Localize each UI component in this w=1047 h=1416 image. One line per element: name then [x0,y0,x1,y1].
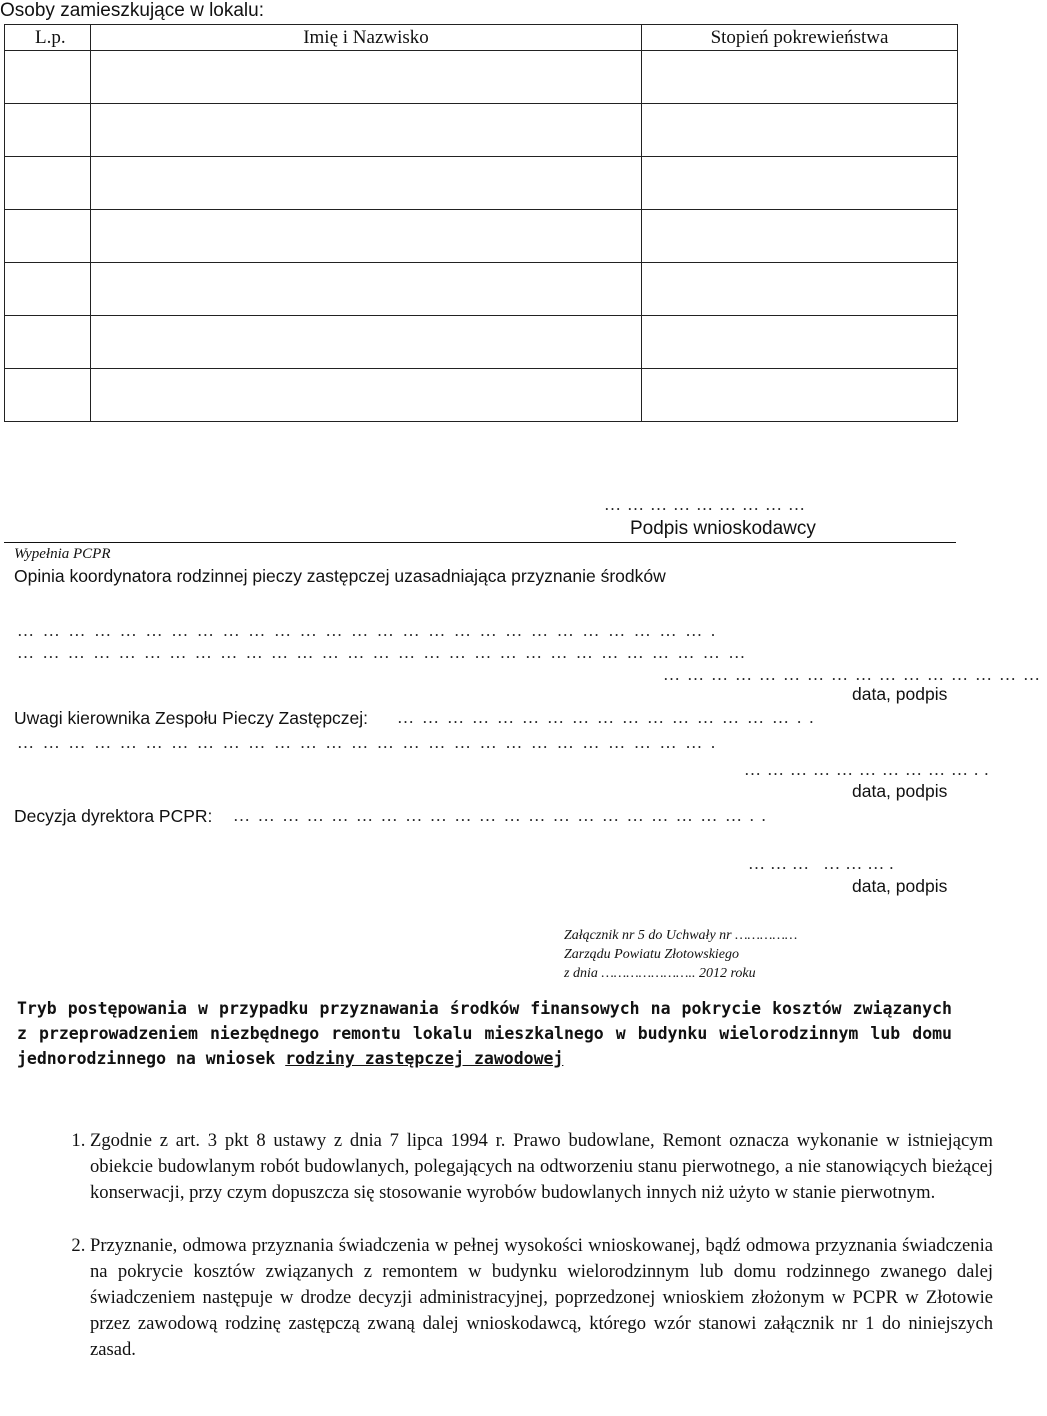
coordinator-opinion-label: Opinia koordynatora rodzinnej pieczy zastępczej uzasadniająca przyznanie środków [14,566,666,586]
table-row [5,104,958,157]
table-cell[interactable] [5,369,91,422]
opinion-signature-dots: ………………………………………… [663,665,1047,684]
director-decision-dots[interactable]: ……………………………………………………….. [233,806,774,825]
applicant-signature-label: Podpis wnioskodawcy [630,518,816,539]
table-cell[interactable] [642,210,958,263]
table-cell[interactable] [642,104,958,157]
table-row [5,263,958,316]
manager-remarks-label: Uwagi kierownika Zespołu Pieczy Zastępczej: [14,708,369,728]
table-header-row [5,25,958,51]
table-cell[interactable] [5,316,91,369]
table-cell[interactable] [91,263,642,316]
attachment-line-2: Zarządu Powiatu Złotowskiego [564,947,740,962]
attachment-note [564,926,797,983]
table-cell[interactable] [642,369,958,422]
table-cell[interactable] [91,316,642,369]
section-divider [4,542,956,543]
signature-label: data, podpis [852,781,948,801]
table-cell[interactable] [5,263,91,316]
opinion-line[interactable]: …………………………………………………………………………… [17,643,754,662]
table-cell[interactable] [642,157,958,210]
table-row [5,210,958,263]
attachment-line-1: Załącznik nr 5 do Uchwały nr …………… [564,928,798,943]
list-item: 2. Przyznanie, odmowa przyznania świadczenia w pełnej wysokości wnioskowanej, bądź odmowa przyznania świadczenia na pokrycie kosztów związanych z remontem w budynku wielorodzinnym lub domu rodzinnego zwanego dalej świadczeniem następuje w drodze decyzji administracyjnej, poprzedzonej wnioskiem złożonym w PCPR w Złotowie przez zawodową rodzinę zastępczą zwaną dalej wnioskodawcą, którego wzór stanowi załącznik nr 1 do niniejszych zasad. [90,1233,993,1363]
signature-label: data, podpis [852,876,948,896]
director-decision-label: Decyzja dyrektora PCPR: [14,806,213,826]
list-item: 1. Zgodnie z art. 3 pkt 8 ustawy z dnia 7 lipca 1994 r. Prawo budowlane, Remont oznacza wykonanie w istniejącym obiekcie budowlanym robót budowlanych, polegających na odtworzeniu stanu pierwotnego, a nie stanowiących bieżącej konserwacji, przy czym dopuszcza się stosowanie wyrobów budowlanych innych niż użyto w stanie pierwotnym. [90,1128,993,1206]
table-row [5,157,958,210]
table-cell[interactable] [91,104,642,157]
manager-remarks-dots[interactable]: ………………………………………….. [397,708,822,727]
filled-by-pcpr: Wypełnia PCPR [14,546,111,562]
procedure-rules-list [50,1128,993,1390]
table-cell[interactable] [5,210,91,263]
applicant-signature-dots: ……………………… [604,495,811,514]
table-cell[interactable] [5,157,91,210]
opinion-line[interactable]: ………………………………………………………………………. [17,621,724,640]
table-cell[interactable] [91,51,642,104]
table-row [5,51,958,104]
occupants-table [4,24,958,422]
table-cell[interactable] [5,104,91,157]
column-header-relation: Stopień pokrewieństwa [642,25,958,51]
director-signature-dots: ……… ………. [748,854,899,873]
procedure-title [17,996,952,1071]
manager-signature-dots: ………………………….. [744,760,995,779]
table-cell[interactable] [642,51,958,104]
table-cell[interactable] [91,369,642,422]
signature-label: data, podpis [852,684,948,704]
table-cell[interactable] [91,210,642,263]
table-row [5,316,958,369]
column-header-name: Imię i Nazwisko [91,25,642,51]
table-cell[interactable] [642,263,958,316]
table-cell[interactable] [91,157,642,210]
table-row [5,369,958,422]
procedure-title-text: Tryb postępowania w przypadku przyznawania środków finansowych na pokrycie kosztów związanych z przeprowadzeniem niezbędnego remontu lokalu mieszkalnego w budynku wielorodzinnym lub domu jednorodzinnego na wniosek [17,999,952,1068]
column-header-lp: L.p. [5,25,91,51]
procedure-title-underlined: rodziny zastępczej zawodowej [285,1049,564,1068]
table-cell[interactable] [642,316,958,369]
table-cell[interactable] [5,51,91,104]
manager-remarks-line[interactable]: ………………………………………………………………………. [17,733,724,752]
occupants-label: Osoby zamieszkujące w lokalu: [0,0,264,21]
attachment-line-3: z dnia ………………….. 2012 roku [564,966,756,981]
